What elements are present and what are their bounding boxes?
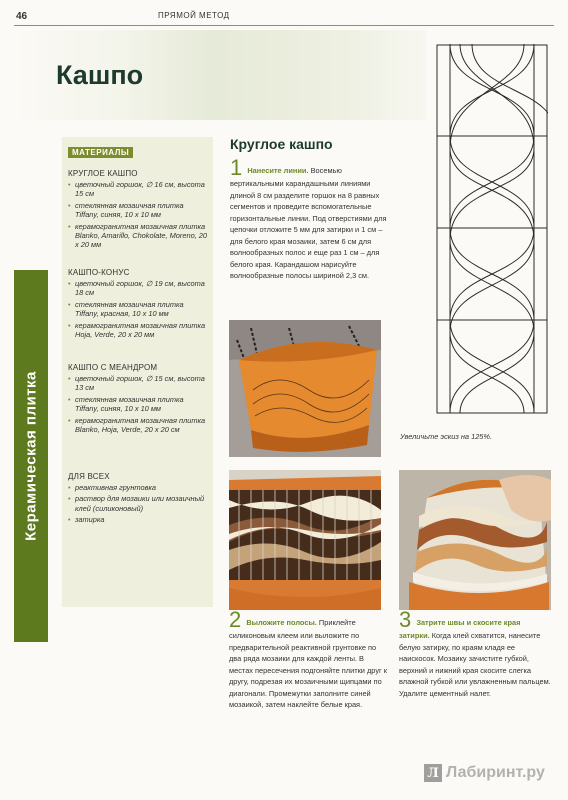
group-title: КРУГЛОЕ КАШПО: [68, 169, 138, 178]
step-heading: Нанесите линии.: [247, 166, 309, 175]
step-text: Когда клей схватится, нанесите белую затирку, по краям кладя ее наискосок. Мозаику зачистите губкой, верхний и нижний края скосите слегка влажной губкой или увлажненным пальцем. Удалите цементный налет.: [399, 631, 551, 698]
watermark: [424, 764, 545, 782]
material-item: • керамогранитная мозаичная плитка Hoja, Verde, 20 х 20 мм: [68, 321, 209, 340]
step-1: [230, 155, 390, 282]
materials-group: [68, 169, 209, 252]
material-item: • керамогранитная мозаичная плитка Blanko, Hoja, Verde, 20 х 20 см: [68, 416, 209, 435]
header-rule: [14, 25, 554, 26]
photo-grouting-pot: [399, 470, 551, 610]
photo-pot-with-pencil-lines: [229, 320, 381, 457]
materials-group: [68, 268, 209, 341]
braid-pattern-sketch: [436, 44, 548, 414]
step-text: Восемью вертикальными карандашными линиями длиной 8 см разделите горшок на 8 равных сегментов и проведите вспомогательные горизонтальные линии. Под отверстиями для цепочки отложите 5 мм для затирки и 1 см – для белого края мозаики, затем 6 см для волнообразных полос и еще раз 1 см – для белого края. Карандашом нарисуйте волнообразные полосы шириной 2,3 см.: [230, 166, 387, 280]
running-title: ПРЯМОЙ МЕТОД: [158, 11, 230, 20]
material-item: • керамогранитная мозаичная плитка Blanko, Amarillo, Chokolate, Moreno, 20 х 20 мм: [68, 222, 209, 250]
materials-group: [68, 363, 209, 436]
section-label: Керамическая плитка: [22, 371, 40, 541]
material-item: • затирка: [68, 515, 209, 524]
materials-panel: [62, 137, 213, 607]
page-number: 46: [16, 11, 28, 22]
material-item: • цветочный горшок, ∅ 16 см, высота 15 см: [68, 180, 209, 199]
material-item: • раствор для мозаики или мозаичный клей (силиконовый): [68, 494, 209, 513]
material-item: • цветочный горшок, ∅ 15 см, высота 13 см: [68, 374, 209, 393]
group-title: КАШПО С МЕАНДРОМ: [68, 363, 158, 372]
material-item: • цветочный горшок, ∅ 19 см, высота 18 см: [68, 279, 209, 298]
material-item: • реактивная грунтовка: [68, 483, 209, 492]
step-heading: Выложите полосы.: [246, 618, 317, 627]
watermark-text: Лабиринт.ру: [446, 764, 545, 781]
materials-badge: МАТЕРИАЛЫ: [68, 147, 133, 158]
step-number: 2: [229, 607, 242, 632]
faded-background-image: [214, 30, 426, 120]
step-heading: Затрите швы и скосите края затирки.: [399, 618, 521, 640]
section-spine: [14, 270, 48, 642]
step-2: [229, 607, 389, 711]
page-title: Кашпо: [56, 60, 144, 90]
step-3: [399, 607, 553, 699]
step-text: Приклейте силиконовым клеем или выложите по предварительной реактивной грунтовке по два ряда мозаики для каждой ленты. В местах пересечения подгоняйте плитки друг к другу, подрезая их мозаичными щипцами по диагонали. Промежутки заполните синей мозаикой, затем наклейте белые края.: [229, 618, 388, 709]
step-number: 3: [399, 607, 412, 632]
photo-mosaic-stripes: [229, 470, 381, 610]
material-item: • стеклянная мозаичная плитка Tiffany, синяя, 10 х 10 мм: [68, 395, 209, 414]
material-item: • стеклянная мозаичная плитка Tiffany, синяя, 10 х 10 мм: [68, 201, 209, 220]
watermark-logo-icon: Л: [424, 764, 442, 782]
section-subtitle: Круглое кашпо: [230, 136, 333, 152]
material-item: • стеклянная мозаичная плитка Tiffany, красная, 10 х 10 мм: [68, 300, 209, 319]
materials-group: [68, 472, 209, 527]
sketch-caption: Увеличьте эскиз на 125%.: [400, 432, 493, 441]
group-title: КАШПО-КОНУС: [68, 268, 130, 277]
group-title: ДЛЯ ВСЕХ: [68, 472, 110, 481]
step-number: 1: [230, 155, 243, 180]
